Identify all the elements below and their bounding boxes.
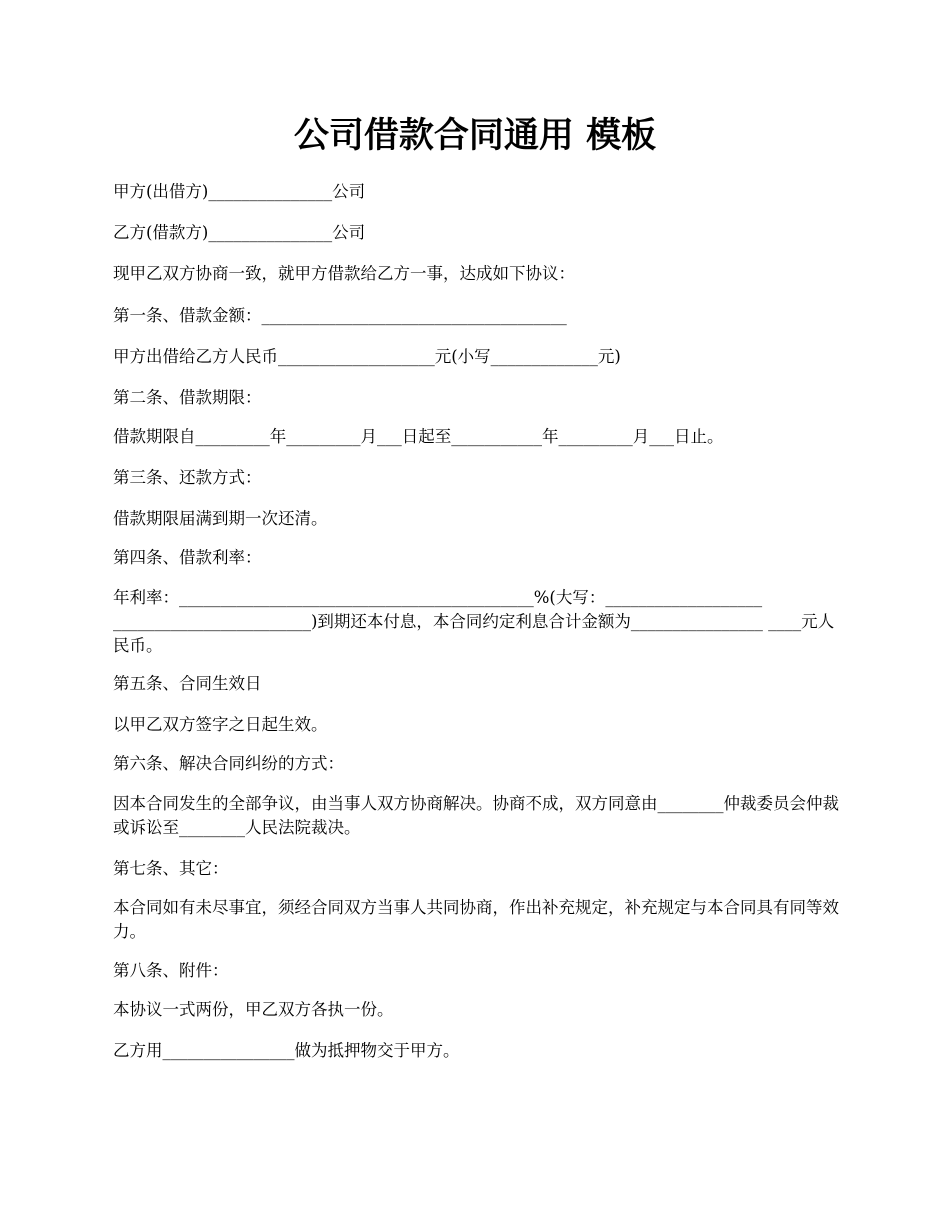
article-6-body: 因本合同发生的全部争议，由当事人双方协商解决。协商不成，双方同意由________仲裁委员会仲裁或诉讼至________人民法院裁决。 <box>113 794 839 837</box>
article-2-body: 借款期限自_________年_________月___日起至___________年_________月___日止。 <box>113 427 724 446</box>
article-3-heading: 第三条、还款方式： <box>113 468 262 487</box>
article-7-heading: 第七条、其它： <box>113 859 229 878</box>
document-title: 公司借款合同通用 模板 <box>293 116 657 156</box>
preamble: 现甲乙双方协商一致，就甲方借款给乙方一事，达成如下协议： <box>113 264 575 283</box>
article-2-heading: 第二条、借款期限： <box>113 388 262 407</box>
article-6-heading: 第六条、解决合同纠纷的方式： <box>113 754 344 773</box>
copies-clause: 本协议一式两份，甲乙双方各执一份。 <box>113 1000 394 1019</box>
party-b-line: 乙方(借款方)_______________公司 <box>113 223 366 242</box>
article-5-heading: 第五条、合同生效日 <box>113 674 262 693</box>
article-3-body: 借款期限届满到期一次还清。 <box>113 509 328 528</box>
article-4-heading: 第四条、借款利率： <box>113 548 262 567</box>
article-8-heading: 第八条、附件： <box>113 961 229 980</box>
article-5-body: 以甲乙双方签字之日起生效。 <box>113 715 328 734</box>
article-1-heading: 第一条、借款金额：_____________________________________ <box>113 306 567 325</box>
article-7-body: 本合同如有未尽事宜，须经合同双方当事人共同协商，作出补充规定，补充规定与本合同具有同等效力。 <box>113 898 839 941</box>
collateral-clause: 乙方用________________做为抵押物交于甲方。 <box>113 1041 460 1060</box>
party-a-line: 甲方(出借方)_______________公司 <box>113 182 366 201</box>
article-1-body: 甲方出借给乙方人民币___________________元(小写_____________元) <box>113 347 621 366</box>
article-4-body: 年利率：___________________________________________%(大写：___________________ ________________________)到期还本付息，本合同约定利息合计金额为________________ ____元人民币。 <box>113 588 835 655</box>
